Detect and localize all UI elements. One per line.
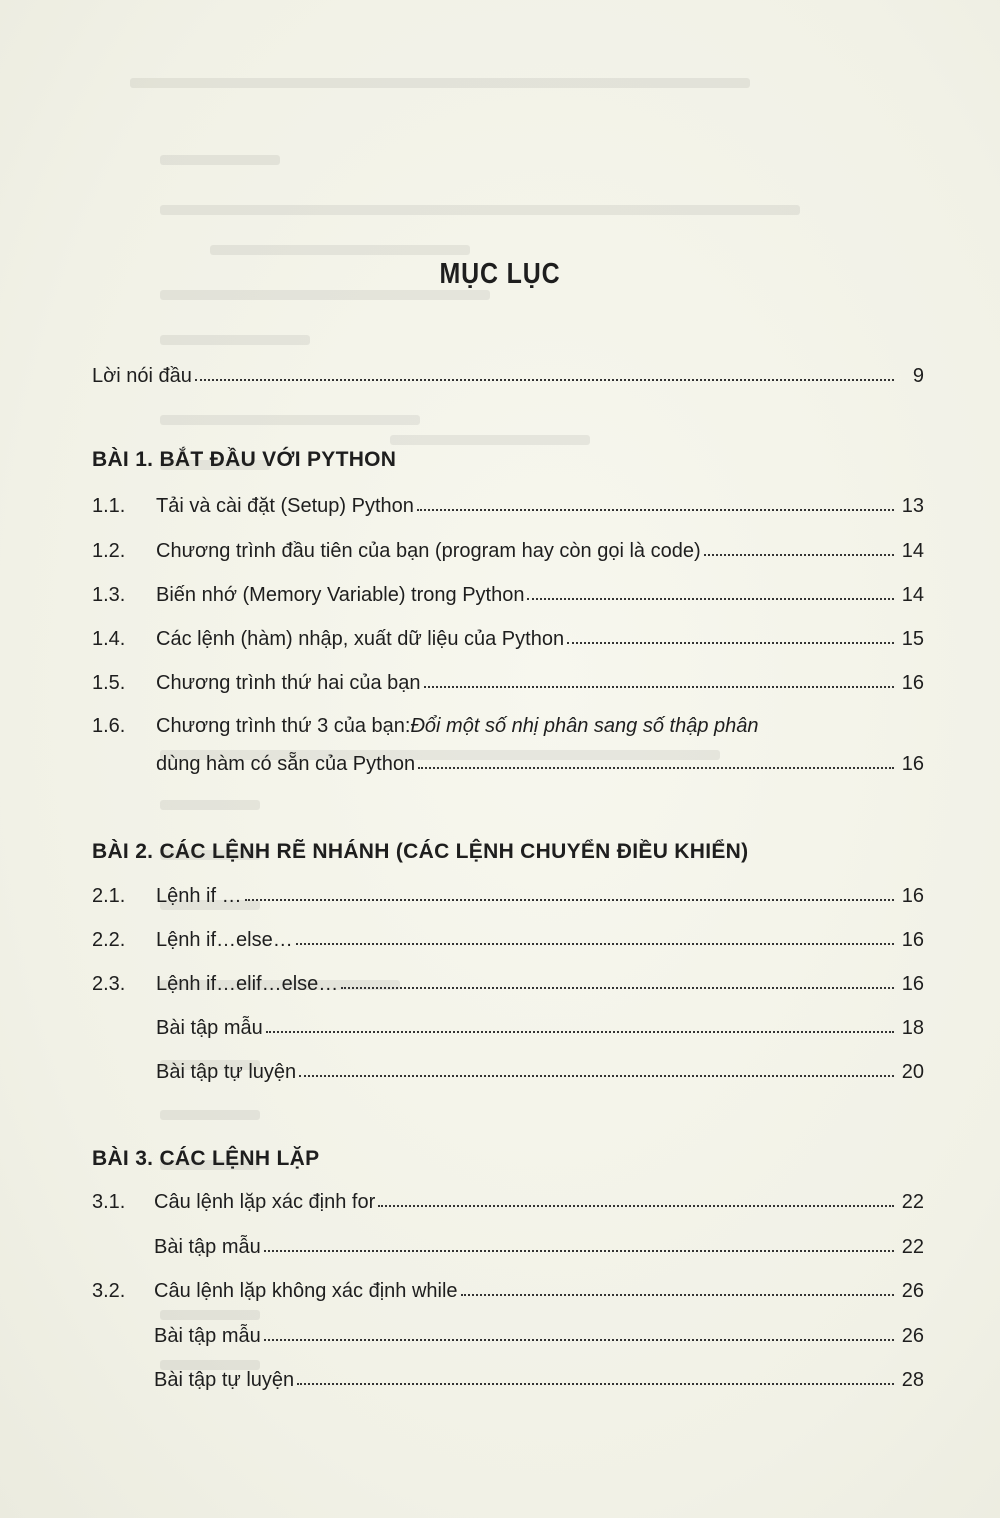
dot-leader — [461, 1288, 894, 1296]
entry-label: Chương trình thứ 3 của bạn: — [156, 715, 411, 737]
entry-label: Tải và cài đặt (Setup) Python — [156, 495, 414, 517]
entry-page: 20 — [901, 1061, 924, 1083]
entry-label: Bài tập mẫu — [154, 1236, 261, 1258]
dot-leader — [266, 1025, 894, 1033]
entry-label: Biến nhớ (Memory Variable) trong Python — [156, 584, 525, 606]
toc-entry[interactable] — [92, 581, 924, 609]
dot-leader — [195, 373, 894, 381]
dot-leader — [704, 548, 894, 556]
entry-page: 9 — [912, 365, 924, 387]
dot-leader — [299, 1069, 894, 1077]
dot-leader — [264, 1333, 894, 1341]
lesson-heading[interactable]: BÀI 2. CÁC LỆNH RẼ NHÁNH (CÁC LỆNH CHUYỂN ĐIỀU KHIỂN) — [92, 840, 749, 863]
entry-page: 16 — [901, 973, 924, 995]
toc-entry[interactable] — [92, 970, 924, 998]
toc-entry-multiline[interactable] — [92, 712, 924, 740]
entry-number: 2.2. — [92, 929, 126, 951]
entry-page: 28 — [901, 1369, 924, 1391]
entry-number: 2.1. — [92, 885, 126, 907]
toc-entry[interactable] — [154, 1233, 924, 1261]
entry-number: 1.6. — [92, 715, 126, 737]
entry-page: 16 — [901, 929, 924, 951]
entry-page: 16 — [901, 885, 924, 907]
entry-number: 1.2. — [92, 540, 126, 562]
dot-leader — [341, 981, 894, 989]
entry-page: 26 — [901, 1280, 924, 1302]
entry-page: 18 — [901, 1017, 924, 1039]
entry-page: 22 — [901, 1236, 924, 1258]
entry-label: Lệnh if … — [156, 885, 242, 907]
toc-entry[interactable] — [92, 669, 924, 697]
entry-number: 1.1. — [92, 495, 126, 517]
toc-entry[interactable] — [156, 1058, 924, 1086]
dot-leader — [567, 636, 894, 644]
toc-entry[interactable] — [92, 492, 924, 520]
entry-label: Lệnh if…elif…else… — [156, 973, 339, 995]
entry-label: Chương trình thứ hai của bạn — [156, 672, 421, 694]
dot-leader — [417, 503, 894, 511]
entry-label: Chương trình đầu tiên của bạn (program hay còn gọi là code) — [156, 540, 701, 562]
entry-number: 1.3. — [92, 584, 126, 606]
entry-number: 2.3. — [92, 973, 126, 995]
dot-leader — [378, 1199, 894, 1207]
toc-entry[interactable] — [92, 882, 924, 910]
entry-page: 26 — [901, 1325, 924, 1347]
entry-label: Bài tập mẫu — [156, 1017, 263, 1039]
entry-label: Lời nói đầu — [92, 365, 192, 387]
lesson-heading[interactable]: BÀI 3. CÁC LỆNH LẶP — [92, 1147, 320, 1170]
entry-page: 22 — [901, 1191, 924, 1213]
toc-entry[interactable] — [92, 625, 924, 653]
entry-number: 1.5. — [92, 672, 126, 694]
entry-page: 15 — [901, 628, 924, 650]
dot-leader — [296, 937, 894, 945]
entry-label-italic: Đổi một số nhị phân sang số thập phân — [410, 715, 759, 737]
entry-label: Câu lệnh lặp xác định for — [154, 1191, 376, 1213]
toc-entry[interactable] — [154, 1322, 924, 1350]
entry-page: 16 — [901, 672, 924, 694]
entry-number: 3.1. — [92, 1191, 126, 1213]
toc-entry[interactable] — [92, 537, 924, 565]
entry-label: Lệnh if…else… — [156, 929, 293, 951]
entry-label: Các lệnh (hàm) nhập, xuất dữ liệu của Python — [156, 628, 565, 650]
toc-entry[interactable] — [92, 926, 924, 954]
dot-leader — [418, 761, 894, 769]
dot-leader — [424, 680, 895, 688]
toc-entry[interactable] — [154, 1366, 924, 1394]
dot-leader — [245, 893, 894, 901]
entry-label: Bài tập tự luyện — [156, 1061, 297, 1083]
toc-entry[interactable] — [92, 1188, 924, 1216]
toc-entry[interactable] — [92, 1277, 924, 1305]
dot-leader — [527, 592, 894, 600]
page-title: MỤC LỤC — [439, 258, 561, 290]
lesson-heading[interactable]: BÀI 1. BẮT ĐẦU VỚI PYTHON — [92, 448, 397, 471]
entry-number: 3.2. — [92, 1280, 126, 1302]
entry-label: Bài tập tự luyện — [154, 1369, 295, 1391]
entry-label: Bài tập mẫu — [154, 1325, 261, 1347]
dot-leader — [297, 1377, 894, 1385]
dot-leader — [264, 1244, 894, 1252]
entry-page: 13 — [901, 495, 924, 517]
entry-page: 14 — [901, 584, 924, 606]
entry-page: 16 — [901, 753, 924, 775]
toc-entry[interactable] — [156, 1014, 924, 1042]
entry-label: Câu lệnh lặp không xác định while — [154, 1280, 458, 1302]
entry-number: 1.4. — [92, 628, 126, 650]
entry-label-cont: dùng hàm có sẵn của Python — [156, 753, 416, 775]
toc-entry-continuation[interactable] — [156, 750, 924, 778]
toc-entry-preface[interactable] — [92, 362, 924, 390]
entry-page: 14 — [901, 540, 924, 562]
